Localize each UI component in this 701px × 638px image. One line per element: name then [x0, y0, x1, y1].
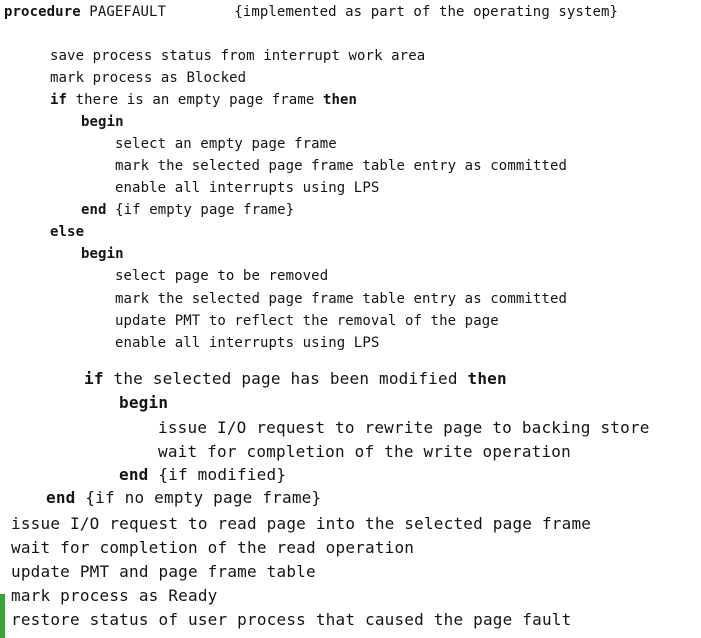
code-line-update-pmt: update PMT and page frame table — [11, 562, 316, 581]
code-line-else — [50, 222, 84, 242]
keyword-if: if — [50, 92, 68, 108]
keyword-begin: begin — [119, 393, 169, 412]
code-line-begin-3 — [119, 393, 168, 413]
code-line-if-empty-frame: if there is an empty page frame then — [50, 92, 358, 108]
code-line-mark-committed-1: mark the selected page frame table entry as committed — [115, 158, 568, 174]
keyword-end: end — [81, 202, 107, 218]
code-line-restore-status: restore status of user process that caused the page fault — [11, 610, 572, 629]
keyword-if: if — [84, 369, 104, 388]
code-line-select-page-removed: select page to be removed — [115, 268, 329, 284]
code-line-mark-ready: mark process as Ready — [11, 586, 218, 605]
code-line-enable-interrupts-2: enable all interrupts using LPS — [115, 335, 380, 351]
code-line-wait-read: wait for completion of the read operation — [11, 538, 415, 557]
code-line-mark-committed-2: mark the selected page frame table entry as committed — [115, 291, 568, 307]
code-line-if-modified: if the selected page has been modified then — [84, 369, 507, 388]
code-line-issue-rewrite: issue I/O request to rewrite page to backing store — [158, 418, 650, 437]
code-line-mark-blocked: mark process as Blocked — [50, 70, 247, 86]
keyword-begin: begin — [81, 246, 124, 262]
code-line-issue-read: issue I/O request to read page into the selected page frame — [11, 514, 592, 533]
code-line-begin-1 — [81, 112, 124, 132]
page-edge-accent-bar — [0, 594, 5, 638]
keyword-procedure: procedure — [4, 4, 81, 20]
code-line-begin-2 — [81, 244, 124, 264]
code-line-end-if-empty: end {if empty page frame} — [81, 202, 295, 218]
code-line-wait-write: wait for completion of the write operation — [158, 442, 571, 461]
keyword-then: then — [322, 92, 358, 108]
keyword-else: else — [50, 224, 85, 240]
code-line-save-status: save process status from interrupt work area — [50, 48, 426, 64]
code-line-enable-interrupts-1: enable all interrupts using LPS — [115, 180, 380, 196]
keyword-then: then — [467, 369, 507, 388]
code-line-end-if-modified: end {if modified} — [119, 465, 287, 484]
code-line-update-pmt-removal: update PMT to reflect the removal of the page — [115, 313, 499, 329]
keyword-end: end — [46, 488, 76, 507]
code-line-procedure-header: procedure PAGEFAULT {implemented as part of the operating system} — [4, 4, 619, 20]
code-line-select-empty-frame: select an empty page frame — [115, 136, 337, 152]
keyword-begin: begin — [81, 114, 124, 130]
keyword-end: end — [119, 465, 149, 484]
code-line-end-if-no-empty: end {if no empty page frame} — [46, 488, 322, 507]
